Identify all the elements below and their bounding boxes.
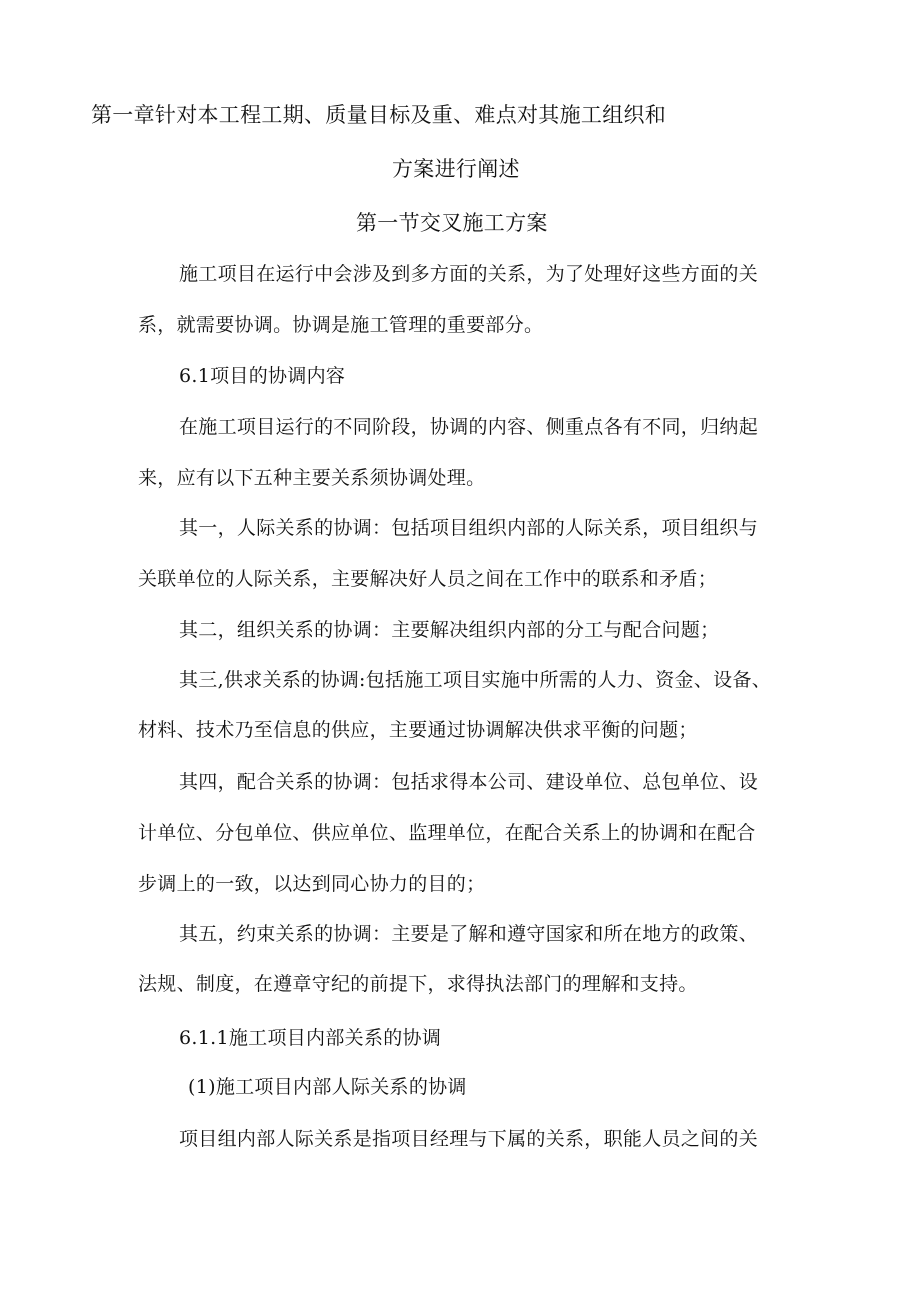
paragraph-line: 在施工项目运行的不同阶段，协调的内容、侧重点各有不同，归纳起 bbox=[179, 416, 759, 438]
paragraph-line: 关联单位的人际关系，主要解决好人员之间在工作中的联系和矛盾； bbox=[138, 568, 718, 590]
paragraph-line: 其四，配合关系的协调：包括求得本公司、建设单位、总包单位、设 bbox=[179, 771, 759, 793]
chapter-title-line-2: 方案进行阐述 bbox=[392, 157, 520, 181]
paragraph-line: 项目组内部人际关系是指项目经理与下属的关系，职能人员之间的关 bbox=[179, 1128, 759, 1150]
subsection-heading: 6.1.1施工项目内部关系的协调 bbox=[179, 1027, 442, 1049]
paragraph-line: 法规、制度，在遵章守纪的前提下，求得执法部门的理解和支持。 bbox=[138, 973, 698, 995]
subsection-heading: 6.1项目的协调内容 bbox=[179, 365, 346, 387]
paragraph-line: 材料、技术乃至信息的供应，主要通过协调解决供求平衡的问题； bbox=[138, 719, 698, 741]
paragraph-line: 步调上的一致，以达到同心协力的目的； bbox=[138, 873, 486, 895]
paragraph-line: 系，就需要协调。协调是施工管理的重要部分。 bbox=[138, 314, 544, 336]
subsection-heading: (1)施工项目内部人际关系的协调 bbox=[188, 1076, 467, 1098]
chapter-title-line-1: 第一章针对本工程工期、质量目标及重、难点对其施工组织和 bbox=[91, 103, 667, 127]
paragraph-line: 计单位、分包单位、供应单位、监理单位，在配合关系上的协调和在配合 bbox=[138, 822, 756, 844]
paragraph-line: 来，应有以下五种主要关系须协调处理。 bbox=[138, 467, 486, 489]
paragraph-line: 其三,供求关系的协调:包括施工项目实施中所需的人力、资金、设备、 bbox=[179, 669, 772, 691]
paragraph-line: 施工项目在运行中会涉及到多方面的关系，为了处理好这些方面的关 bbox=[179, 263, 759, 285]
paragraph-line: 其五，约束关系的协调：主要是了解和遵守国家和所在地方的政策、 bbox=[179, 923, 759, 945]
paragraph-line: 其一，人际关系的协调：包括项目组织内部的人际关系，项目组织与 bbox=[179, 517, 759, 539]
paragraph-line: 其二，组织关系的协调：主要解决组织内部的分工与配合问题； bbox=[179, 619, 720, 641]
section-title: 第一节交叉施工方案 bbox=[356, 211, 548, 235]
